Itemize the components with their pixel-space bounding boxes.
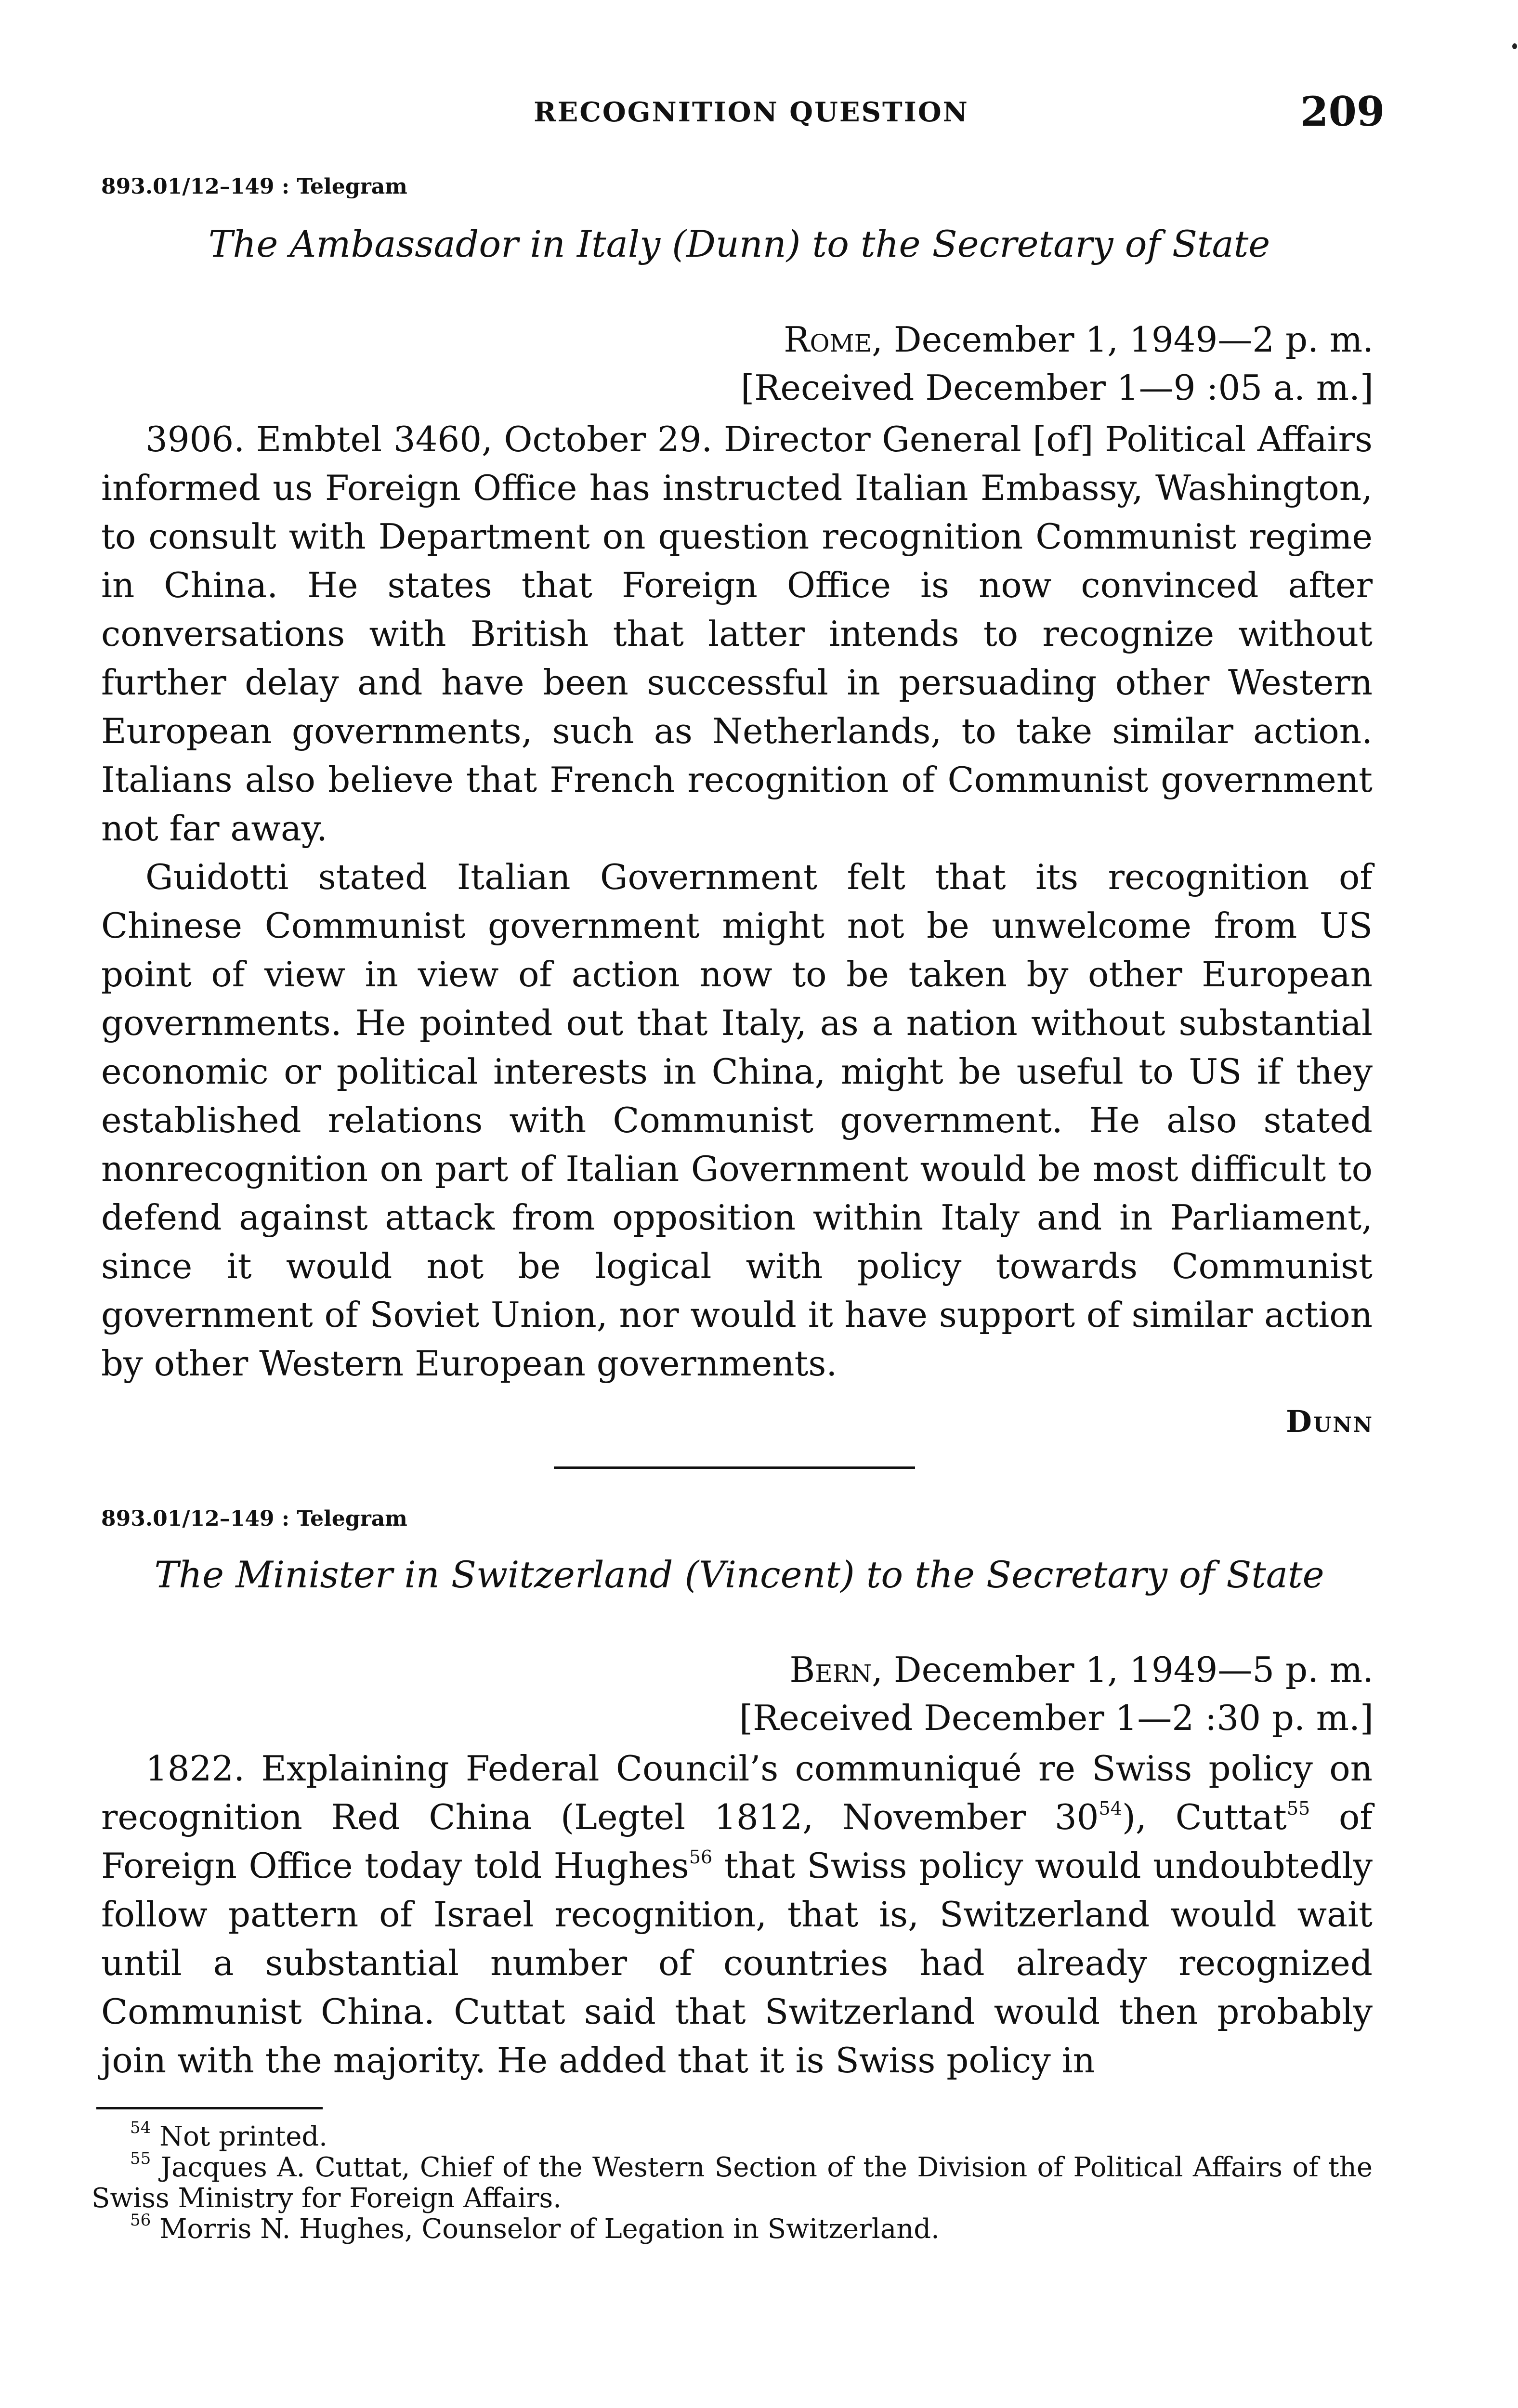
footnote	[92, 2118, 1373, 2152]
telegram-body	[101, 415, 1373, 1388]
footnote-text: Not printed.	[159, 2121, 327, 2152]
footnote-text: Jacques A. Cuttat, Chief of the Western Section of the Division of Political Affairs of the Swiss Ministry for Foreign Affairs.	[92, 2152, 1373, 2214]
footnote-reference: 54	[1099, 1798, 1122, 1819]
dateline-sent	[739, 1646, 1374, 1694]
footnote-text: Morris N. Hughes, Counselor of Legation in Switzerland.	[159, 2213, 940, 2245]
body-text-segment: ), Cuttat	[1122, 1797, 1287, 1837]
document-reference: 893.01/12–149 : Telegram	[101, 174, 407, 199]
telegram-body	[101, 1744, 1373, 2085]
signature: Dunn	[1286, 1404, 1374, 1439]
footnote	[92, 2211, 1373, 2245]
dateline	[739, 1646, 1374, 1742]
running-header	[0, 88, 1518, 144]
dateline-date: , December 1, 1949—5 p. m.	[872, 1649, 1374, 1690]
dateline-received: [Received December 1—2 :30 p. m.]	[739, 1698, 1374, 1738]
dateline-place: Rome	[784, 319, 872, 360]
document-reference: 893.01/12–149 : Telegram	[101, 1506, 407, 1531]
footnote-number: 55	[130, 2149, 151, 2168]
body-paragraph: Guidotti stated Italian Government felt that its recognition of Chinese Communist government might not be unwelcome from US point of view in view of action now to be taken by other European governments. He pointed out that Italy, as a nation without substantial economic or political interests in China, might be useful to US if they established relations with Communist government. He also stated nonrecognition on part of Italian Government would be most difficult to defend against attack from opposition within Italy and in Parliament, since it would not be logical with policy towards Communist government of Soviet Union, nor would it have support of similar action by other Western European governments.	[101, 857, 1373, 1384]
body-paragraph: 3906. Embtel 3460, October 29. Director General [of] Political Affairs informed us Foreign Office has instructed Italian Embassy, Washington, to consult with Department on question recognition Communist regime in China. He states that Foreign Office is now convinced after conversations with British that latter intends to recognize without further delay and have been successful in persuading other Western European governments, such as Netherlands, to take similar action. Italians also believe that French recognition of Communist government not far away.	[101, 419, 1373, 849]
footnote-reference: 55	[1286, 1798, 1310, 1819]
section-separator	[554, 1466, 915, 1469]
page-number: 209	[1300, 88, 1385, 135]
footnote-number: 54	[130, 2118, 151, 2137]
dateline-date: , December 1, 1949—2 p. m.	[872, 319, 1374, 360]
running-title: RECOGNITION QUESTION	[534, 96, 969, 128]
footnote	[92, 2149, 1373, 2214]
footnote-number: 56	[130, 2211, 151, 2230]
footnote-rule	[96, 2107, 323, 2109]
document-heading: The Ambassador in Italy (Dunn) to the Secretary of State	[208, 222, 1270, 265]
dateline-sent	[741, 315, 1374, 364]
dateline-received: [Received December 1—9 :05 a. m.]	[741, 367, 1374, 408]
body-paragraph	[101, 1744, 1373, 2085]
dateline	[741, 315, 1374, 412]
footnote-reference: 56	[689, 1846, 713, 1868]
dateline-place: Bern	[789, 1649, 872, 1690]
footnotes	[92, 2118, 1373, 2245]
body-text-segment: 1822. Explaining Federal Council’s communiqué re Swiss policy on recognition Red China (Legtel 1812, November 30	[101, 1748, 1373, 1837]
document-heading: The Minister in Switzerland (Vincent) to the Secretary of State	[154, 1553, 1324, 1596]
body-text-segment: of Foreign Office today told Hughes	[101, 1797, 1373, 1886]
body-text-segment: that Swiss policy would undoubtedly follow pattern of Israel recognition, that is, Switzerland would wait until a substantial number of countries had already recognized Communist China. Cuttat said that Switzerland would then probably join with the majority. He added that it is Swiss policy in	[101, 1845, 1373, 2081]
scan-speck	[1512, 43, 1517, 49]
